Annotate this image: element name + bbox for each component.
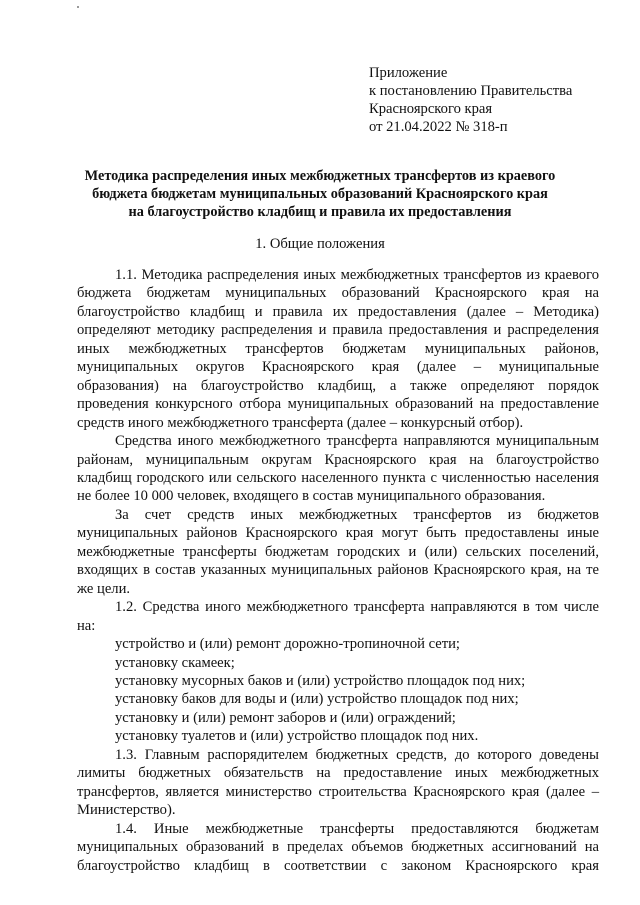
paragraph-1-3: 1.3. Главным распорядителем бюджетных средств, до которого доведены лимиты бюджетных обязательств на предоставление иных межбюджетных трансфертов, является министерство строительства Красноярского края (далее – Министерство). — [77, 746, 599, 819]
appendix-line-4: от 21.04.2022 № 318-п — [369, 119, 508, 135]
paragraph-funds-direction: Средства иного межбюджетного трансферта направляются муниципальным районам, муниципальным округам Красноярского края на благоустройство кладбищ городского или сельского населенного пункта с численностью населения не более 10 000 человек, входящего в состав муниципального образования. — [77, 433, 599, 505]
paragraph-1-4: 1.4. Иные межбюджетные трансферты предоставляются бюджетам муниципальных образований в пределах объемов бюджетных ассигнований на благоустройство кладбищ в соответствии с законом Красноярского края — [77, 820, 599, 874]
paragraph-1-1: 1.1. Методика распределения иных межбюджетных трансфертов из краевого бюджета бюджетам муниципальных образований Красноярского края на благоустройство кладбищ и правила их предоставления (далее – Методика) определяют методику распределения и правила предоставления и распределения иных межбюджетных трансфертов бюджетам муниципальных районов, муниципальных округов Красноярского края (далее – муниципальные образования) на благоустройство кладбищ, а также определяют порядок проведения конкурсного отбора муниципальных образований на предоставление средств иного межбюджетного трансферта (далее – конкурсный отбор). — [77, 267, 599, 431]
document-title — [40, 167, 600, 221]
paragraph-district-transfers: За счет средств иных межбюджетных трансфертов из бюджетов муниципальных районов Красноярского края могут быть предоставлены иные межбюджетные трансферты бюджетам городских и (или) сельских поселений, входящих в состав указанных муниципальных районов Красноярского края, на те же цели. — [77, 506, 599, 597]
list-item: установку мусорных баков и (или) устройство площадок под них; — [115, 672, 526, 689]
list-item: установку туалетов и (или) устройство площадок под них. — [115, 728, 479, 745]
section-heading: 1. Общие положения — [255, 236, 385, 252]
title-line-1: Методика распределения иных межбюджетных трансфертов из краевого — [84, 168, 556, 184]
appendix-line-3: Красноярского края — [369, 101, 493, 117]
list-item: устройство и (или) ремонт дорожно-тропиночной сети; — [115, 636, 460, 653]
title-line-3: на благоустройство кладбищ и правила их предоставления — [128, 204, 512, 220]
scan-artifact-dot — [77, 6, 79, 8]
title-line-2: бюджета бюджетам муниципальных образований Красноярского края — [92, 186, 548, 202]
appendix-line-1: Приложение — [369, 65, 448, 81]
list-item: установку и (или) ремонт заборов и (или) ограждений; — [115, 709, 456, 726]
document-body — [77, 266, 599, 875]
appendix-line-2: к постановлению Правительства — [369, 83, 573, 99]
paragraph-1-2: 1.2. Средства иного межбюджетного трансферта направляются в том числе на: — [77, 599, 599, 634]
list-item: установку скамеек; — [115, 654, 235, 671]
appendix-block — [369, 64, 619, 136]
list-item: установку баков для воды и (или) устройство площадок под них; — [115, 691, 519, 708]
